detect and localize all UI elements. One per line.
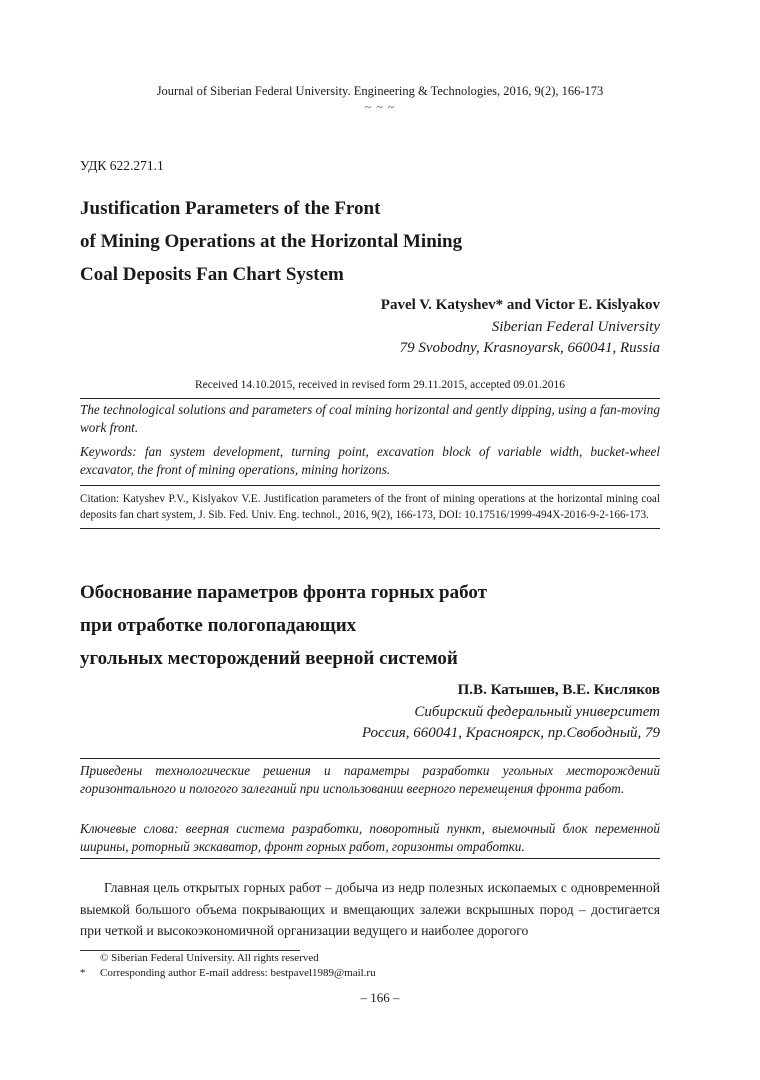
footnote-copyright bbox=[80, 951, 660, 966]
citation: Citation: Katyshev P.V., Kislyakov V.E. Justification parameters of the front of mining operations at the horizontal mining coal deposits fan chart system, J. Sib. Fed. Univ. Eng. technol., 2016, 9(2), 166-173, DOI: 10.17516/1999-494X-2016-9-2-166-173. bbox=[80, 493, 660, 521]
english-title-line: Coal Deposits Fan Chart System bbox=[80, 264, 344, 285]
english-affiliation: Siberian Federal University bbox=[491, 318, 660, 335]
russian-affiliation: Сибирский федеральный университет bbox=[414, 703, 660, 720]
divider bbox=[80, 758, 660, 759]
body-paragraph: Главная цель открытых горных работ – добыча из недр полезных ископаемых с одновременной выемкой большого объема покрывающих и вмещающих залежи вскрышных пород – достигается при четкой и высокоэкономичной организации ведущего и наиболее дорогого bbox=[80, 880, 660, 938]
russian-authors-block bbox=[362, 680, 660, 745]
russian-title bbox=[80, 576, 680, 675]
russian-abstract: Приведены технологические решения и параметры разработки угольных месторождений горизонтального и пологого залеганий при использовании веерного перемещения фронта работ. bbox=[80, 763, 660, 796]
corresponding-email: Corresponding author E-mail address: bestpavel1989@mail.ru bbox=[100, 967, 376, 979]
russian-title-line: угольных месторождений веерной системой bbox=[80, 648, 458, 669]
russian-title-line: при отработке пологопадающих bbox=[80, 615, 357, 636]
english-authors-block bbox=[381, 295, 660, 360]
journal-header: Journal of Siberian Federal University. Engineering & Technologies, 2016, 9(2), 166-173 bbox=[156, 84, 604, 98]
english-authors: Pavel V. Katyshev* and Victor E. Kislyakov bbox=[380, 297, 660, 313]
english-keywords: Keywords: fan system development, turning point, excavation block of variable width, bucket-wheel excavator, the front of mining operations, mining horizons. bbox=[80, 444, 660, 477]
russian-title-line: Обоснование параметров фронта горных работ bbox=[80, 582, 487, 603]
udk-code: УДК 622.271.1 bbox=[80, 158, 164, 173]
received-dates: Received 14.10.2015, received in revised form 29.11.2015, accepted 09.01.2016 bbox=[194, 379, 566, 391]
english-address: 79 Svobodny, Krasnoyarsk, 660041, Russia bbox=[399, 340, 660, 356]
english-title-line: Justification Parameters of the Front bbox=[80, 198, 381, 219]
footnote-corresponding bbox=[80, 966, 660, 981]
russian-authors: П.В. Катышев, В.Е. Кисляков bbox=[457, 682, 660, 698]
footnote-mark: * bbox=[80, 967, 86, 979]
russian-address: Россия, 660041, Красноярск, пр.Свободный, 79 bbox=[361, 725, 660, 741]
header-ornament: ~ ~ ~ bbox=[364, 100, 396, 114]
russian-keywords: Ключевые слова: веерная система разработки, поворотный пункт, выемочный блок переменной ширины, роторный экскаватор, фронт горных работ, горизонты отработки. bbox=[80, 821, 660, 854]
divider bbox=[80, 858, 660, 859]
page-number: – 166 – bbox=[360, 990, 400, 1005]
english-abstract: The technological solutions and parameters of coal mining horizontal and gently dipping, using a fan-moving work front. bbox=[80, 402, 660, 435]
english-title bbox=[80, 192, 680, 291]
divider bbox=[80, 485, 660, 486]
divider bbox=[80, 528, 660, 529]
english-title-line: of Mining Operations at the Horizontal Mining bbox=[80, 231, 463, 252]
divider bbox=[80, 398, 660, 399]
copyright-text: © Siberian Federal University. All rights reserved bbox=[100, 952, 319, 964]
